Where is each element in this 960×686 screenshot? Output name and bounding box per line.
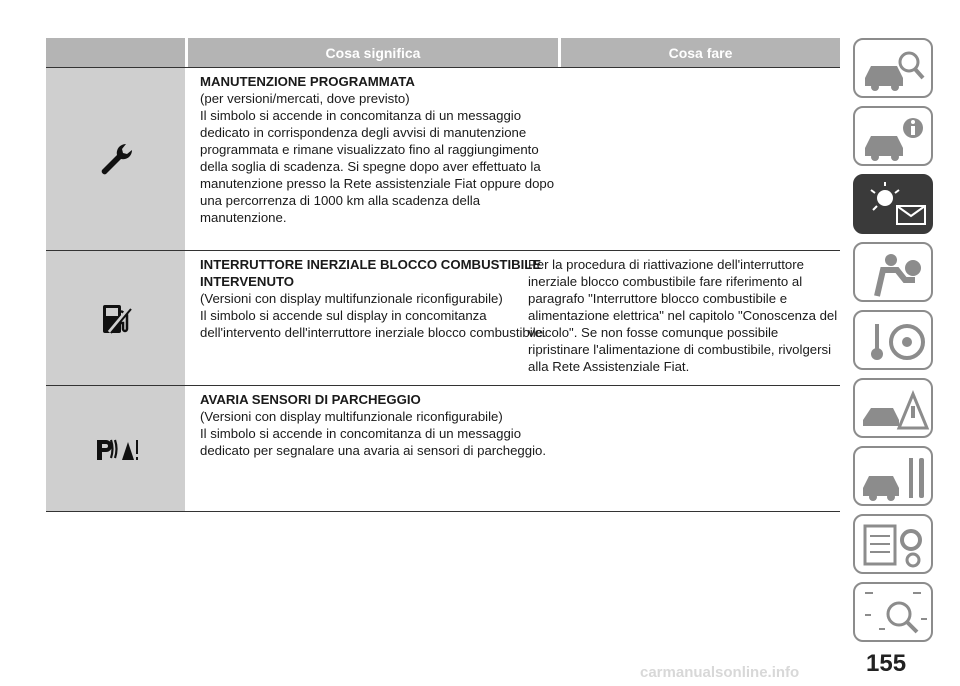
airbag-person-icon (855, 244, 935, 304)
tab-car-search[interactable] (853, 38, 933, 98)
row-body: (Versioni con display multifunzionale riconfigurabile) Il simbolo si accende in concomitanza di un messaggio dedicato per segnalare una avaria ai sensori di parcheggio. (200, 409, 547, 458)
tab-index[interactable] (853, 582, 933, 642)
row-description (200, 73, 560, 226)
tab-car-info[interactable] (853, 106, 933, 166)
header-what-to-do: Cosa fare (561, 38, 840, 67)
tab-starting-driving[interactable] (853, 310, 933, 370)
tab-maintenance[interactable] (853, 446, 933, 506)
row-body: (Versioni con display multifunzionale riconfigurabile) Il simbolo si accende sul display in concomitanza dell'intervento dell'interruttore inerziale blocco combustibile. (200, 291, 547, 340)
icon-cell (46, 251, 185, 386)
row-description (200, 391, 560, 459)
table-row (46, 251, 840, 386)
tab-safety[interactable] (853, 242, 933, 302)
specs-gears-icon (855, 516, 935, 576)
car-search-icon (855, 40, 935, 100)
car-crash-warning-icon (855, 380, 935, 440)
key-steering-wheel-icon (855, 312, 935, 372)
watermark: carmanualsonline.info (640, 664, 800, 681)
icon-cell (46, 386, 185, 512)
row-action: Per la procedura di riattivazione dell'interruttore inerziale blocco combustibile fare riferimento al paragrafo "Interruttore blocco combustibile e alimentazione elettrica" nel capitolo "Conoscenza del veicolo". Se non fosse comunque possibile ripristinare l'alimentazione di combustibile, rivolgersi alla Rete Assistenziale Fiat. (528, 257, 838, 374)
tab-warning-lights[interactable] (853, 174, 933, 234)
row-title: MANUTENZIONE PROGRAMMATA (200, 74, 415, 89)
warning-light-message-icon (855, 176, 935, 236)
tab-emergency[interactable] (853, 378, 933, 438)
table-row (46, 386, 840, 512)
row-body: (per versioni/mercati, dove previsto) Il simbolo si accende in concomitanza di un messaggio dedicato in corrispondenza degli avvisi di manutenzione programmata e rimane visualizzato fino al raggiungimento della soglia di scadenza. Si spegne dopo aver effettuato la manutenzione presso la Rete assistenziale Fiat oppure dopo una percorrenza di 1000 km alla scadenza della manutenzione. (200, 91, 555, 225)
fuel-cutoff-icon (96, 299, 136, 339)
header-icon-column (46, 38, 185, 67)
car-info-icon (855, 108, 935, 168)
table-row (46, 68, 840, 251)
icon-cell (46, 68, 185, 251)
row-divider (46, 511, 840, 512)
page-number: 155 (866, 650, 907, 677)
tab-technical-specs[interactable] (853, 514, 933, 574)
header-what-it-means: Cosa significa (188, 38, 558, 67)
row-title: INTERRUTTORE INERZIALE BLOCCO COMBUSTIBILE INTERVENUTO (200, 257, 542, 289)
row-description (200, 256, 560, 341)
row-title: AVARIA SENSORI DI PARCHEGGIO (200, 392, 421, 407)
alphabet-index-icon (855, 584, 935, 644)
wrench-icon (96, 140, 136, 180)
car-tools-icon (855, 448, 935, 508)
parking-sensor-fault-icon (94, 434, 138, 464)
